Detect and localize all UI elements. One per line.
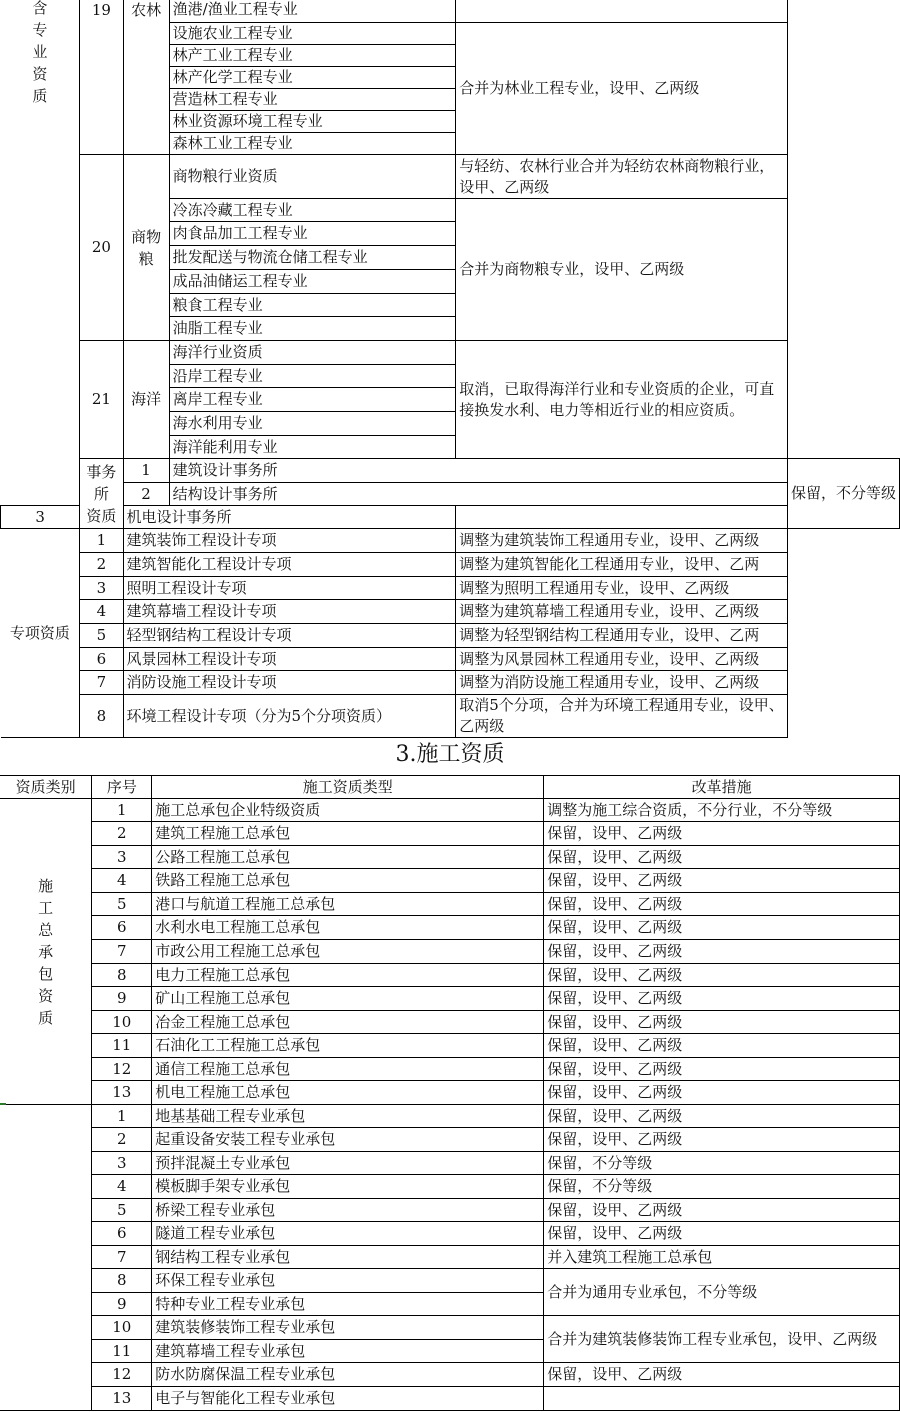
- item-name: 油脂工程专业: [169, 317, 456, 341]
- item-name: 海水利用专业: [169, 412, 456, 436]
- measure-cell: 保留，设甲、乙两级: [544, 822, 900, 846]
- row-no: 12: [92, 1058, 152, 1081]
- table-row: [0, 822, 900, 846]
- item-name: 起重设备安装工程专业承包: [152, 1128, 544, 1152]
- item-name: 林产工业工程专业: [169, 45, 456, 67]
- category-cell-special: 专项资质: [1, 529, 80, 738]
- table-row: [0, 987, 900, 1011]
- item-name: 建筑装饰工程设计专项: [123, 529, 456, 553]
- table-row: [0, 1175, 900, 1199]
- measure-cell: 并入建筑工程施工总承包: [544, 1246, 900, 1269]
- measure-cell: 保留，设甲、乙两级: [544, 893, 900, 916]
- item-name: 林产化学工程专业: [169, 67, 456, 89]
- row-no: 7: [92, 940, 152, 964]
- item-name: 商物粮行业资质: [169, 155, 456, 199]
- measure-cell: 调整为建筑装饰工程通用专业，设甲、乙两级: [456, 529, 788, 553]
- measure-cell: 保留，设甲、乙两级: [544, 1081, 900, 1105]
- table-row: [1, 0, 900, 23]
- measure-cell: 保留，设甲、乙两级: [544, 846, 900, 869]
- item-name: 批发配送与物流仓储工程专业: [169, 246, 456, 270]
- row-no: 13: [92, 1081, 152, 1105]
- table-row: [1, 529, 900, 553]
- row-no: 3: [92, 1152, 152, 1175]
- item-name: 冷冻冷藏工程专业: [169, 199, 456, 222]
- measure-cell: 保留，设甲、乙两级: [544, 869, 900, 893]
- measure-cell: 调整为风景园林工程通用专业，设甲、乙两级: [456, 648, 788, 671]
- item-name: 粮食工程专业: [169, 294, 456, 317]
- measure-cell: 合并为通用专业承包，不分等级: [544, 1269, 900, 1316]
- item-name: 环保工程专业承包: [152, 1269, 544, 1293]
- row-no: 12: [92, 1363, 152, 1387]
- row-no: 10: [92, 1011, 152, 1034]
- item-name: 渔港/渔业工程专业: [169, 0, 456, 23]
- measure-cell: 保留，设甲、乙两级: [544, 1105, 900, 1128]
- measure-cell: 调整为照明工程通用专业，设甲、乙两级: [456, 577, 788, 600]
- item-name: 地基基础工程专业承包: [152, 1105, 544, 1128]
- measure-cell: 保留，不分等级: [787, 459, 899, 529]
- measure-cell: [544, 1387, 900, 1411]
- measure-cell: 保留，设甲、乙两级: [544, 1058, 900, 1081]
- item-name: 铁路工程施工总承包: [152, 869, 544, 893]
- item-name: 林业资源环境工程专业: [169, 111, 456, 133]
- item-name: 电子与智能化工程专业承包: [152, 1387, 544, 1411]
- row-no: 6: [80, 648, 123, 671]
- category-cell-general: 施 工 总 承 包 资 质: [0, 799, 92, 1105]
- item-name: 建筑幕墙工程设计专项: [123, 600, 456, 624]
- item-name: 建筑设计事务所: [169, 459, 787, 483]
- table-row: [1, 671, 900, 695]
- table-row: [0, 1246, 900, 1269]
- header-measure: 改革措施: [544, 776, 900, 799]
- item-name: 建筑幕墙工程专业承包: [152, 1340, 544, 1363]
- item-name: 公路工程施工总承包: [152, 846, 544, 869]
- measure-cell: 合并为建筑装修装饰工程专业承包，设甲、乙两级: [544, 1316, 900, 1363]
- table-row: [0, 1152, 900, 1175]
- row-no: 1: [123, 459, 169, 483]
- item-name: 沿岸工程专业: [169, 365, 456, 388]
- item-name: 海洋能利用专业: [169, 436, 456, 459]
- table-row: [0, 846, 900, 869]
- table-row: [0, 916, 900, 940]
- row-no: 7: [92, 1246, 152, 1269]
- measure-cell: 保留，设甲、乙两级: [544, 1199, 900, 1222]
- measure-cell: 保留，设甲、乙两级: [544, 1011, 900, 1034]
- item-name: 轻型钢结构工程设计专项: [123, 624, 456, 648]
- table-row: [0, 1199, 900, 1222]
- item-name: 电力工程施工总承包: [152, 964, 544, 987]
- measure-cell: 取消，已取得海洋行业和专业资质的企业，可直接换发水利、电力等相近行业的相应资质。: [456, 341, 788, 459]
- item-name: 机电工程施工总承包: [152, 1081, 544, 1105]
- row-no: 4: [92, 1175, 152, 1199]
- row-no: 11: [92, 1340, 152, 1363]
- industry-name: 农林: [123, 0, 169, 155]
- table-row: [1, 600, 900, 624]
- item-name: 港口与航道工程施工总承包: [152, 893, 544, 916]
- item-name: 环境工程设计专项（分为5个分项资质）: [123, 695, 456, 738]
- table-row: [0, 1222, 900, 1246]
- row-no: 2: [123, 483, 169, 506]
- industry-no: 19: [80, 0, 123, 155]
- header-type: 施工资质类型: [152, 776, 544, 799]
- table-row: [0, 893, 900, 916]
- row-no: 8: [80, 695, 123, 738]
- item-name: 桥梁工程专业承包: [152, 1199, 544, 1222]
- item-name: 预拌混凝土专业承包: [152, 1152, 544, 1175]
- header-category: 资质类别: [0, 776, 92, 799]
- table-row: [1, 624, 900, 648]
- table-row: [0, 964, 900, 987]
- row-no: 4: [80, 600, 123, 624]
- row-no: 7: [80, 671, 123, 695]
- table-row: [1, 155, 900, 199]
- item-name: 模板脚手架专业承包: [152, 1175, 544, 1199]
- item-name: 机电设计事务所: [123, 506, 456, 529]
- category-cell-specialty: [0, 1105, 92, 1411]
- measure-cell: 调整为施工综合资质，不分行业，不分等级: [544, 799, 900, 822]
- measure-cell: 保留，设甲、乙两级: [544, 964, 900, 987]
- item-name: 照明工程设计专项: [123, 577, 456, 600]
- row-no: 1: [92, 1105, 152, 1128]
- measure-cell: 保留，不分等级: [544, 1152, 900, 1175]
- table-row: [0, 1316, 900, 1340]
- row-no: 13: [92, 1387, 152, 1411]
- item-name: 通信工程施工总承包: [152, 1058, 544, 1081]
- section-title: 3.施工资质: [395, 742, 505, 767]
- item-name: 结构设计事务所: [169, 483, 787, 506]
- row-no: 6: [92, 1222, 152, 1246]
- row-no: 5: [92, 1199, 152, 1222]
- table-row: [1, 506, 900, 529]
- item-name: 隧道工程专业承包: [152, 1222, 544, 1246]
- item-name: 特种专业工程专业承包: [152, 1293, 544, 1316]
- measure-cell: 保留，设甲、乙两级: [544, 1034, 900, 1058]
- measure-cell: 合并为商物粮专业，设甲、乙两级: [456, 199, 788, 341]
- row-no: 1: [80, 529, 123, 553]
- header-no: 序号: [92, 776, 152, 799]
- table-row: [0, 1081, 900, 1105]
- measure-cell: 保留，设甲、乙两级: [544, 1222, 900, 1246]
- measure-cell: 合并为林业工程专业，设甲、乙两级: [456, 23, 788, 155]
- row-no: 2: [92, 1128, 152, 1152]
- item-name: 成品油储运工程专业: [169, 270, 456, 294]
- row-no: 3: [1, 506, 80, 529]
- table-row: [1, 459, 900, 483]
- item-name: 矿山工程施工总承包: [152, 987, 544, 1011]
- item-name: 施工总承包企业特级资质: [152, 799, 544, 822]
- measure-cell: 保留，设甲、乙两级: [544, 940, 900, 964]
- row-no: 5: [92, 893, 152, 916]
- row-no: 3: [80, 577, 123, 600]
- measure-cell: 保留，设甲、乙两级: [544, 987, 900, 1011]
- row-no: 9: [92, 987, 152, 1011]
- item-name: 水利水电工程施工总承包: [152, 916, 544, 940]
- row-no: 9: [92, 1293, 152, 1316]
- row-no: 2: [92, 822, 152, 846]
- table-row: [1, 341, 900, 365]
- category-cell-firm: 事务所 资质: [80, 459, 123, 529]
- table-row: [0, 1011, 900, 1034]
- measure-cell: 调整为消防设施工程通用专业，设甲、乙两级: [456, 671, 788, 695]
- item-name: 风景园林工程设计专项: [123, 648, 456, 671]
- measure-cell: 与轻纺、农林行业合并为轻纺农林商物粮行业，设甲、乙两级: [456, 155, 788, 199]
- table-row: [0, 1269, 900, 1293]
- item-name: 建筑智能化工程设计专项: [123, 553, 456, 577]
- category-cell-professional: 含 专 业 资 质: [1, 0, 80, 506]
- table-header-row: [0, 776, 900, 799]
- row-no: 8: [92, 964, 152, 987]
- row-no: 3: [92, 846, 152, 869]
- table-row: [0, 1128, 900, 1152]
- row-no: 11: [92, 1034, 152, 1058]
- table-row: [0, 1387, 900, 1411]
- measure-cell: 调整为建筑智能化工程通用专业，设甲、乙两: [456, 553, 788, 577]
- measure-cell: 保留，设甲、乙两级: [544, 916, 900, 940]
- row-no: 8: [92, 1269, 152, 1293]
- construction-qualification-table: [0, 775, 900, 1411]
- item-name: 营造林工程专业: [169, 89, 456, 111]
- item-name: 冶金工程施工总承包: [152, 1011, 544, 1034]
- item-name: 设施农业工程专业: [169, 23, 456, 45]
- row-no: 10: [92, 1316, 152, 1340]
- measure-cell: 取消5个分项，合并为环境工程通用专业，设甲、乙两级: [456, 695, 788, 738]
- table-row: [1, 648, 900, 671]
- row-no: 5: [80, 624, 123, 648]
- industry-name: 海洋: [123, 341, 169, 459]
- table-row: [0, 869, 900, 893]
- industry-name: 商物 粮: [123, 155, 169, 341]
- item-name: 肉食品加工工程专业: [169, 222, 456, 246]
- industry-no: 20: [80, 155, 123, 341]
- table-row: [0, 1105, 900, 1128]
- table-row: [0, 1363, 900, 1387]
- item-name: 防水防腐保温工程专业承包: [152, 1363, 544, 1387]
- item-name: 消防设施工程设计专项: [123, 671, 456, 695]
- row-no: 4: [92, 869, 152, 893]
- measure-cell: 调整为轻型钢结构工程通用专业，设甲、乙两: [456, 624, 788, 648]
- row-no: 6: [92, 916, 152, 940]
- table-row: [0, 940, 900, 964]
- item-name: 建筑装修装饰工程专业承包: [152, 1316, 544, 1340]
- table-row: [0, 1058, 900, 1081]
- item-name: 离岸工程专业: [169, 388, 456, 412]
- cell-selection-mark: [0, 1103, 6, 1105]
- item-name: 建筑工程施工总承包: [152, 822, 544, 846]
- measure-cell: 保留，不分等级: [544, 1175, 900, 1199]
- table-row: [0, 799, 900, 822]
- table-row: [1, 577, 900, 600]
- item-name: 森林工业工程专业: [169, 133, 456, 155]
- table-row: [1, 695, 900, 738]
- row-no: 1: [92, 799, 152, 822]
- item-name: 钢结构工程专业承包: [152, 1246, 544, 1269]
- industry-no: 21: [80, 341, 123, 459]
- table-row: [0, 1034, 900, 1058]
- measure-cell: 保留，设甲、乙两级: [544, 1363, 900, 1387]
- item-name: 石油化工工程施工总承包: [152, 1034, 544, 1058]
- measure-cell: [456, 0, 788, 23]
- item-name: 市政公用工程施工总承包: [152, 940, 544, 964]
- item-name: 海洋行业资质: [169, 341, 456, 365]
- measure-cell: 保留，设甲、乙两级: [544, 1128, 900, 1152]
- row-no: 2: [80, 553, 123, 577]
- measure-cell: 调整为建筑幕墙工程通用专业，设甲、乙两级: [456, 600, 788, 624]
- table-row: [1, 553, 900, 577]
- table-row: [1, 483, 900, 506]
